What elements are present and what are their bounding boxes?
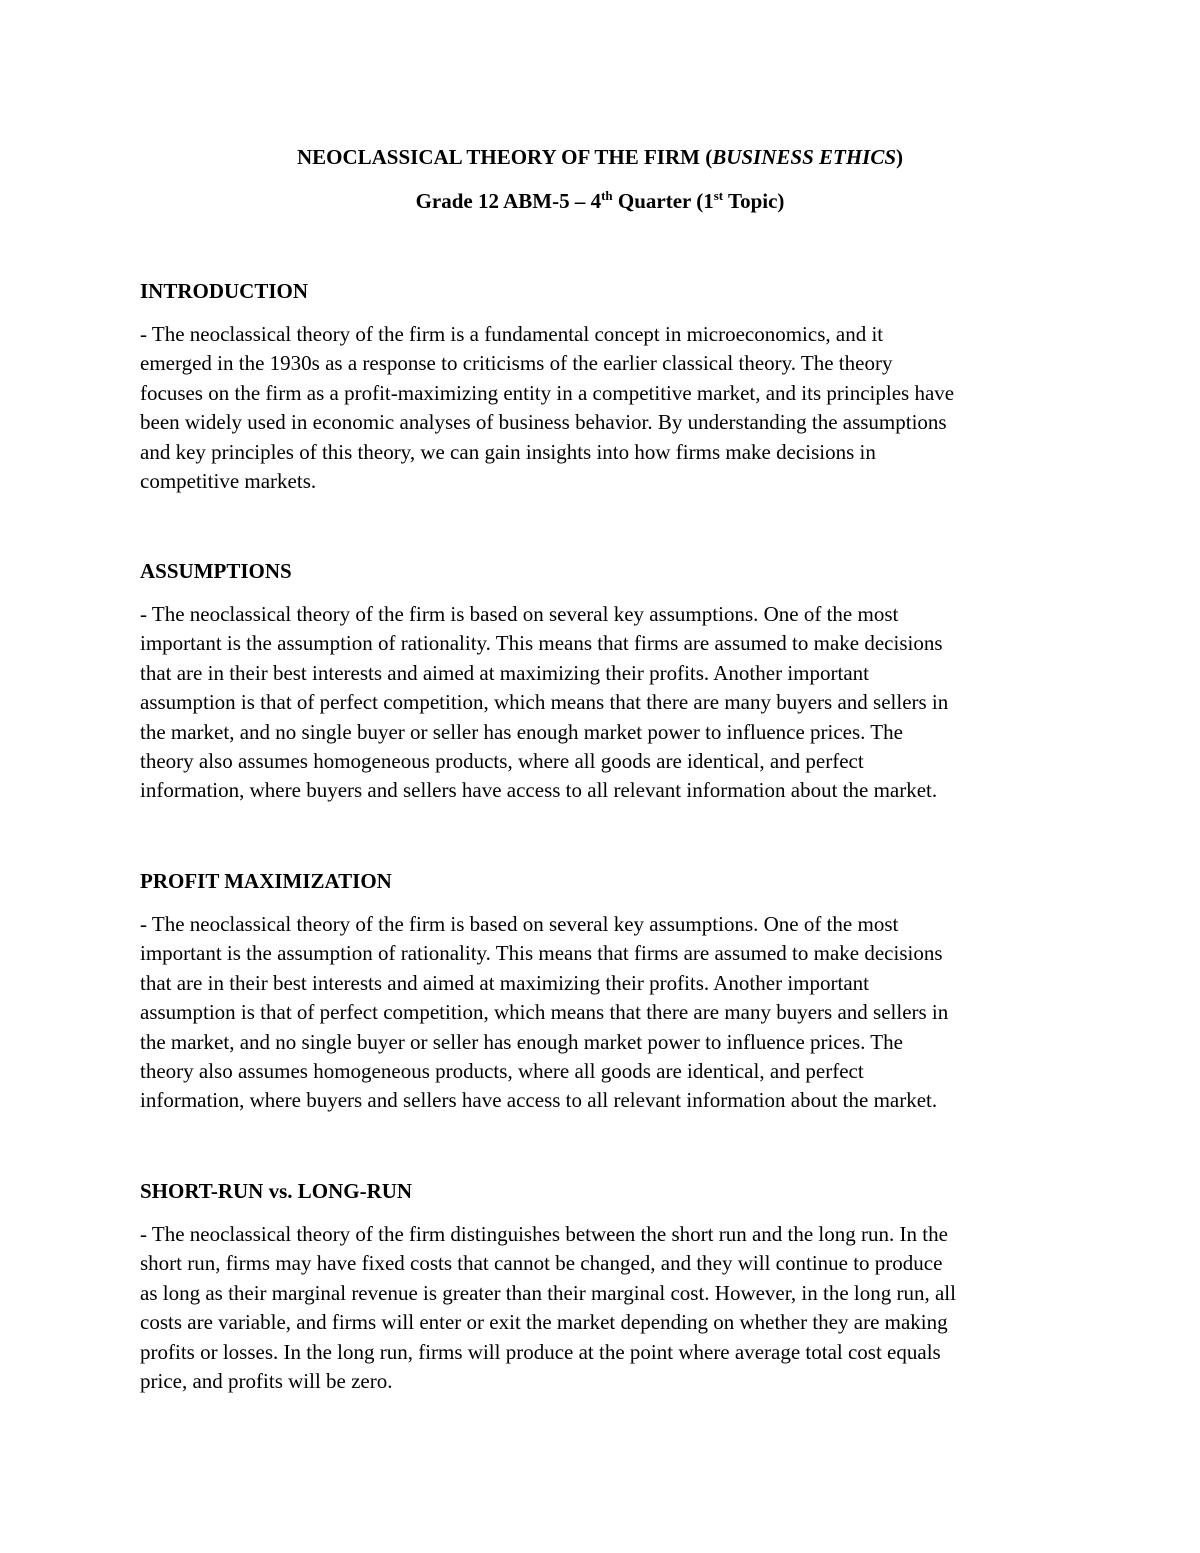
- paragraph-line: price, and profits will be zero.: [140, 1369, 393, 1394]
- section-heading: INTRODUCTION: [140, 279, 309, 303]
- paragraph-line: information, where buyers and sellers have access to all relevant information about the market.: [140, 1088, 938, 1113]
- section-assumptions: [140, 556, 1070, 806]
- paragraph-line: that are in their best interests and aimed at maximizing their profits. Another important: [140, 970, 869, 995]
- paragraph-line: been widely used in economic analyses of business behavior. By understanding the assumptions: [140, 410, 947, 435]
- section-heading: PROFIT MAXIMIZATION: [140, 869, 392, 893]
- section-profit-maximization: [140, 866, 1070, 1116]
- paragraph-line: assumption is that of perfect competition, which means that there are many buyers and sellers in: [140, 690, 949, 715]
- paragraph-line: the market, and no single buyer or seller has enough market power to influence prices. The: [140, 719, 903, 744]
- paragraph-line: - The neoclassical theory of the firm is based on several key assumptions. One of the most: [140, 912, 899, 936]
- section-heading: ASSUMPTIONS: [140, 559, 292, 583]
- paragraph-line: - The neoclassical theory of the firm distinguishes between the short run and the long run. In the: [140, 1222, 948, 1246]
- title-main-text: NEOCLASSICAL THEORY OF THE FIRM (: [296, 145, 713, 169]
- paragraph-line: emerged in the 1930s as a response to criticisms of the earlier classical theory. The theory: [140, 351, 893, 376]
- document-subtitle: [0, 186, 1200, 216]
- paragraph-line: costs are variable, and firms will enter or exit the market depending on whether they are making: [140, 1310, 948, 1335]
- paragraph-line: information, where buyers and sellers have access to all relevant information about the market.: [140, 778, 938, 803]
- subtitle-superscript-1: th: [601, 188, 613, 203]
- paragraph-line: short run, firms may have fixed costs that cannot be changed, and they will continue to produce: [140, 1251, 943, 1276]
- paragraph-line: important is the assumption of rationality. This means that firms are assumed to make decisions: [140, 941, 943, 966]
- section-introduction: [140, 276, 1070, 496]
- subtitle-superscript-2: st: [713, 188, 724, 203]
- subtitle-part-3: Topic): [723, 189, 785, 213]
- title-italic-text: BUSINESS ETHICS: [712, 145, 897, 169]
- paragraph-line: theory also assumes homogeneous products, where all goods are identical, and perfect: [140, 749, 864, 774]
- paragraph-line: - The neoclassical theory of the firm is a fundamental concept in microeconomics, and it: [140, 322, 884, 346]
- paragraph-line: competitive markets.: [140, 469, 317, 494]
- paragraph-line: focuses on the firm as a profit-maximizing entity in a competitive market, and its principles have: [140, 380, 955, 405]
- paragraph-line: assumption is that of perfect competition, which means that there are many buyers and sellers in: [140, 1000, 949, 1025]
- subtitle-part-2: Quarter (1: [612, 189, 714, 213]
- subtitle-part-1: Grade 12 ABM-5 – 4: [415, 189, 602, 213]
- title-close-text: ): [896, 145, 904, 169]
- paragraph-line: the market, and no single buyer or seller has enough market power to influence prices. The: [140, 1029, 903, 1054]
- paragraph-line: important is the assumption of rationality. This means that firms are assumed to make decisions: [140, 631, 943, 656]
- paragraph-line: that are in their best interests and aimed at maximizing their profits. Another important: [140, 660, 869, 685]
- document-title: [0, 142, 1200, 172]
- paragraph-line: as long as their marginal revenue is greater than their marginal cost. However, in the long run, all: [140, 1280, 956, 1305]
- section-paragraph: [140, 910, 1070, 1116]
- section-paragraph: [140, 1220, 1070, 1396]
- paragraph-line: theory also assumes homogeneous products, where all goods are identical, and perfect: [140, 1059, 864, 1084]
- section-short-run-vs-long-run: [140, 1176, 1070, 1396]
- section-heading: SHORT-RUN vs. LONG-RUN: [140, 1179, 413, 1203]
- paragraph-line: profits or losses. In the long run, firms will produce at the point where average total cost equals: [140, 1339, 941, 1364]
- paragraph-line: - The neoclassical theory of the firm is based on several key assumptions. One of the most: [140, 602, 899, 626]
- section-paragraph: [140, 600, 1070, 806]
- paragraph-line: and key principles of this theory, we can gain insights into how firms make decisions in: [140, 439, 876, 464]
- section-paragraph: [140, 320, 1070, 496]
